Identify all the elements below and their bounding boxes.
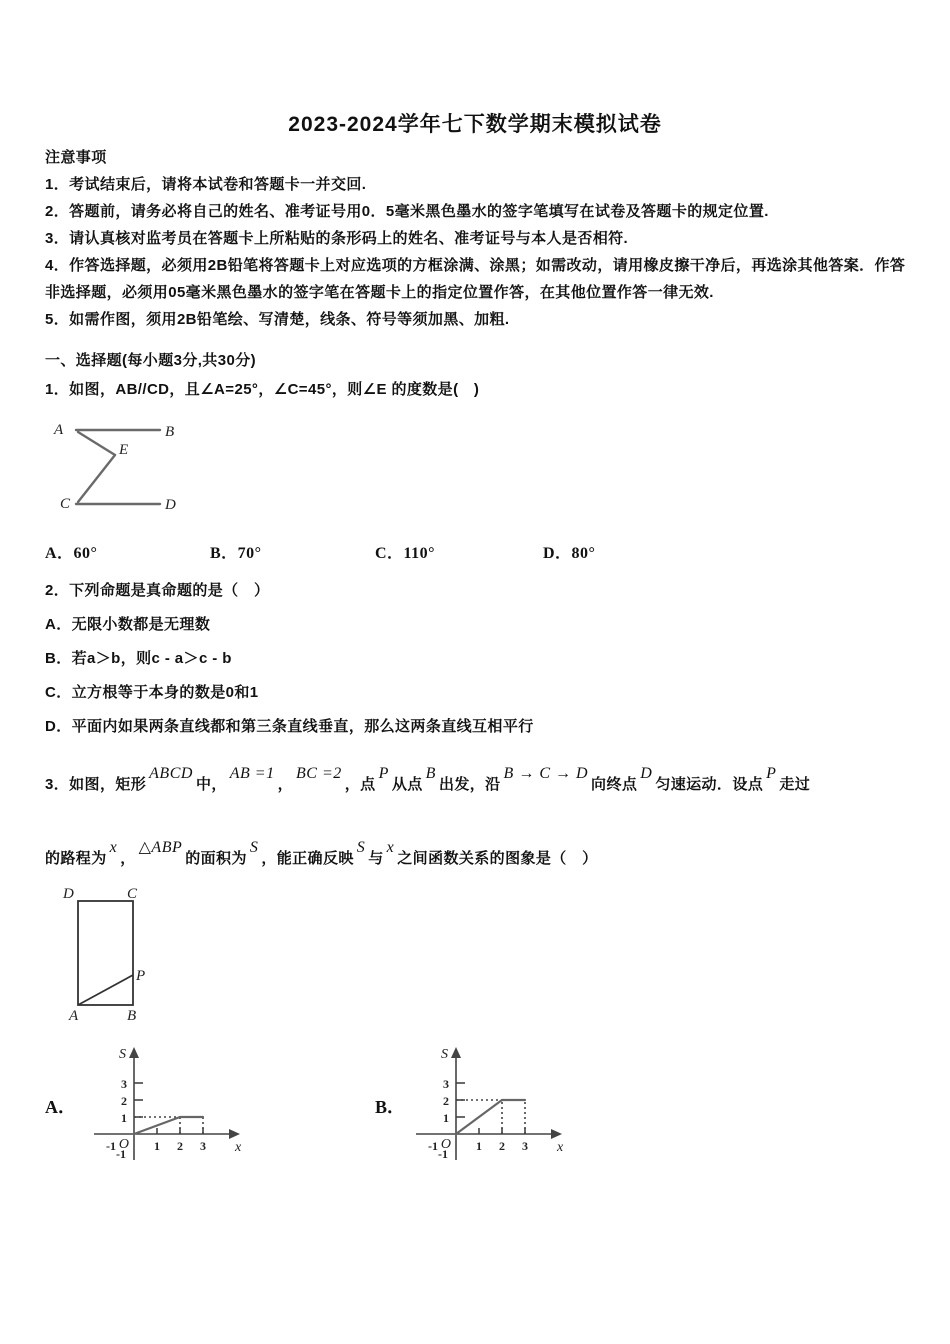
q2-option-d: D．平面内如果两条直线都和第三条直线垂直，那么这两条直线互相平行 [45, 718, 534, 735]
q1-option-c: C．110° [375, 545, 436, 562]
question-3-text-line2 [45, 822, 935, 868]
math-fragment: P [378, 765, 389, 782]
x-axis-arrow [551, 1129, 562, 1139]
question-2-options [45, 608, 913, 744]
x-neg-tick-label: -1 [106, 1139, 116, 1153]
point-label-D: D [63, 886, 74, 902]
notice-item: 3．请认真核对监考员在答题卡上所粘贴的条形码上的姓名、准考证号与本人是否相符. [45, 230, 629, 247]
line-AP [78, 975, 133, 1005]
question-1-options [0, 540, 950, 568]
q2-option-a: A．无限小数都是无理数 [45, 616, 211, 633]
math-fragment: BC =2 [296, 765, 342, 782]
line-AE [78, 432, 115, 455]
math-fragment: △ABP [138, 839, 183, 856]
point-label-A: A [54, 422, 64, 438]
text-fragment: 出发，沿 [438, 776, 501, 793]
notice-item: 5．如需作图，须用2B铅笔绘、写清楚，线条、符号等须加黑、加粗. [45, 311, 510, 328]
math-fragment: B → C → D [503, 765, 589, 782]
q1-angle-figure [48, 417, 188, 517]
y-axis-title: S [119, 1047, 126, 1062]
y-tick-label: 3 [443, 1077, 449, 1091]
y-axis-arrow [451, 1047, 461, 1058]
point-label-A: A [69, 1008, 79, 1024]
text-fragment: 的面积为 [185, 850, 247, 867]
q1-option-d: D．80° [543, 545, 596, 562]
function-plot-line [456, 1100, 525, 1134]
text-fragment: ，能正确反映 [261, 850, 354, 867]
y-axis-title: S [441, 1047, 448, 1062]
y-axis-arrow [129, 1047, 139, 1058]
page-title: 2023-2024学年七下数学期末模拟试卷 [288, 113, 662, 136]
math-fragment: x [386, 839, 395, 856]
question-1-text: 1．如图，AB//CD，且∠A=25°，∠C=45°，则∠E 的度数是( ) [45, 381, 480, 398]
text-fragment: 的路程为 [45, 850, 107, 867]
graph-a-option-label: A． [45, 1097, 76, 1117]
x-tick-label: 2 [177, 1139, 183, 1153]
line-EC [78, 455, 115, 502]
notice-heading: 注意事项 [45, 149, 107, 166]
x-axis-arrow [229, 1129, 240, 1139]
point-label-C: C [60, 496, 71, 512]
point-label-E: E [119, 442, 129, 458]
math-fragment: S [249, 839, 259, 856]
y-tick-label: 1 [121, 1111, 127, 1125]
text-fragment: 走过 [779, 776, 811, 793]
graph-b-option-label: B． [375, 1097, 406, 1117]
y-tick-label: 2 [443, 1094, 449, 1108]
point-label-C: C [127, 886, 138, 902]
notice-section [45, 144, 913, 333]
question-3-text-line1 [45, 748, 935, 794]
text-fragment: 匀速运动．设点 [655, 776, 764, 793]
y-tick-label: 2 [121, 1094, 127, 1108]
graph-option-a [88, 1042, 246, 1167]
text-fragment: ，点 [344, 776, 376, 793]
q2-option-b: B．若a＞b，则c - a＞c - b [45, 650, 232, 667]
x-tick-label: 1 [154, 1139, 160, 1153]
text-fragment: ， [277, 776, 293, 793]
point-label-D: D [165, 497, 176, 513]
function-plot-line [134, 1117, 203, 1134]
text-fragment: ， [120, 850, 136, 867]
math-fragment: AB =1 [229, 765, 275, 782]
math-fragment: D [640, 765, 653, 782]
q1-option-b: B．70° [210, 545, 262, 562]
x-axis-title: x [557, 1140, 564, 1155]
q3-rectangle-figure [58, 883, 170, 1025]
section-one-heading: 一、选择题(每小题3分,共30分) [45, 352, 256, 369]
q1-option-a: A．60° [45, 545, 98, 562]
point-label-B: B [165, 424, 175, 440]
math-fragment: x [109, 839, 118, 856]
question-2-text: 2．下列命题是真命题的是（ ） [45, 582, 270, 599]
notice-item: 4．作答选择题，必须用2B铅笔将答题卡上对应选项的方框涂满、涂黑；如需改动，请用橡皮擦干净后，再选涂其他答案．作答非选择题，必须用05毫米黑色墨水的签字笔在答题卡上的指定位置作答，在其他位置作答一律无效. [45, 257, 906, 301]
x-tick-label: 2 [499, 1139, 505, 1153]
y-neg-tick-label: -1 [116, 1147, 126, 1161]
math-fragment: ABCD [149, 765, 193, 782]
point-label-P: P [136, 968, 146, 984]
text-fragment: 3．如图，矩形 [45, 776, 147, 793]
q2-option-c: C．立方根等于本身的数是0和1 [45, 684, 259, 701]
point-label-B: B [127, 1008, 137, 1024]
x-tick-label: 3 [200, 1139, 206, 1153]
graph-option-b [410, 1042, 568, 1167]
origin-label: O [118, 1137, 129, 1152]
x-axis-title: x [235, 1140, 242, 1155]
text-fragment: 与 [368, 850, 384, 867]
y-tick-label: 1 [443, 1111, 449, 1125]
x-neg-tick-label: -1 [428, 1139, 438, 1153]
math-fragment: B [425, 765, 436, 782]
text-fragment: 向终点 [591, 776, 638, 793]
y-neg-tick-label: -1 [438, 1147, 448, 1161]
notice-item: 2．答题前，请务必将自己的姓名、准考证号用0．5毫米黑色墨水的签字笔填写在试卷及答题卡的规定位置. [45, 203, 769, 220]
math-fragment: S [356, 839, 366, 856]
math-fragment: P [766, 765, 777, 782]
x-tick-label: 3 [522, 1139, 528, 1153]
notice-item: 1．考试结束后，请将本试卷和答题卡一并交回. [45, 176, 367, 193]
text-fragment: 之间函数关系的图象是（ ） [397, 850, 598, 867]
text-fragment: 从点 [391, 776, 423, 793]
x-tick-label: 1 [476, 1139, 482, 1153]
origin-label: O [440, 1137, 451, 1152]
y-tick-label: 3 [121, 1077, 127, 1091]
text-fragment: 中， [195, 776, 227, 793]
